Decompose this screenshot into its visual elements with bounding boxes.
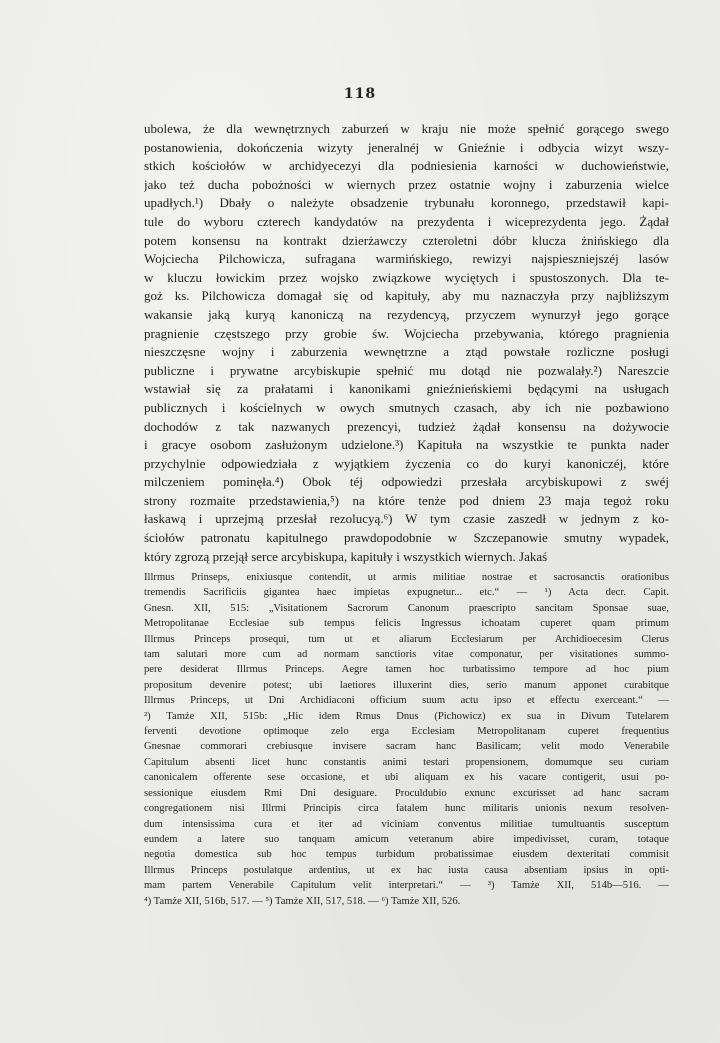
text-line: ściołów patronatu kapitulnego prawdopodobnie w Szczepanowie smutny wypadek, — [144, 530, 669, 546]
text-line: wakansie jaką kuryą kanoniczą na rezydencyą, przyczem wynurzył jego gorące — [144, 306, 669, 322]
text-line: nieszczęsne wojny i zaburzenia wewnętrzne a ztąd powstałe rozliczne posługi — [144, 344, 669, 360]
footnote-line: Gnesnae commorari crebiusque invisere sacram hanc Basilicam; velit modo Venerabile — [144, 741, 669, 753]
footnote-line: canonicalem offerente sese occasione, et ubi aliquam ex his vacare contigerit, usui po- — [144, 772, 669, 784]
footnote-line: Gnesn. XII, 515: „Visitationem Sacrorum Canonum praescripto sancitam Sponsae suae, — [144, 602, 669, 614]
text-line: tule do wyboru czterech kandydatów na prezydenta i wiceprezydenta jego. Żądał — [144, 213, 669, 229]
footnote-line: mam partem Venerabile Capitulum velit interpretari.“ — ³) Tamże XII, 514b—516. — — [144, 880, 669, 892]
text-line: dochodów z tak nazwanych prezencyi, tudzież żądał konsensu na dożywocie — [144, 418, 669, 434]
text-line: w kluczu łowickim przez wojsko związkowe wyciętych i spustoszonych. Dla te- — [144, 269, 669, 285]
text-line: milczeniem pominęła.⁴) Obok téj odpowiedzi przesłała arcybiskupowi z swéj — [144, 474, 669, 490]
text-line: pragnienie częstszego przy grobie św. Wojciecha przebywania, którego pragnienia — [144, 325, 669, 341]
text-line: wstawiał się za prałatami i kanonikami gnieźnieńskiemi będącymi na usługach — [144, 381, 669, 397]
footnotes-section — [144, 570, 669, 909]
text-line: jako też ducha pobożności w wiernych przez ostatnie wojny i zaburzenia wielce — [144, 176, 669, 192]
footnote-line: Capitulum absenti licet hunc constantis animi testari propensionem, domumque seu curiam — [144, 756, 669, 768]
text-line: przychylnie odpowiedziała z wyjątkiem życzenia co do kuryi kanoniczéj, które — [144, 455, 669, 471]
text-line: strony rozmaite przedstawienia,⁵) na które tenże pod dniem 23 maja tegoż roku — [144, 492, 669, 508]
footnote-line: negotia domestica sub hoc tempus turbidum probatissimae eiusdem dexteritati commisit — [144, 849, 669, 861]
footnote-line: tam salutari more cum ad normam sanctioris vitae componatur, per visitationes summo- — [144, 649, 669, 661]
text-line: postanowienia, dokończenia wizyty jeneralnéj w Gnieźnie i odbycia wizyt wszy- — [144, 139, 669, 155]
footnote-line: ferventi devotione optimoque zelo erga Ecclesiam Metropolitanam cuperet frequentius — [144, 726, 669, 738]
text-line: łaskawą i uprzejmą przesłał rezolucyą.⁶) W tym czasie zaszedł w jednym z ko- — [144, 511, 669, 527]
footnote-line: Illrmus Princeps postulatque ardentius, ut ex hac iusta causa absentiam ipsius in opti- — [144, 864, 669, 876]
text-line: stkich kościołów w archidyecezyi dla podniesienia karności w duchowieństwie, — [144, 158, 669, 174]
text-line: upadłych.¹) Dbały o należyte obsadzenie trybunału koronnego, przedstawił kapi- — [144, 195, 669, 211]
main-text-body — [144, 120, 669, 566]
text-line: ubolewa, że dla wewnętrznych zaburzeń w kraju nie może spełnić gorącego swego — [144, 121, 669, 136]
footnote-line: Illrmus Prinseps, enixiusque contendit, ut armis militiae nostrae et sacrosanctis orationibus — [144, 572, 669, 583]
text-line: goż ks. Pilchowicza domagał się od kapituły, aby mu naznaczyła przy najbliższym — [144, 288, 669, 304]
footnote-line: pere desiderat Illrmus Princeps. Aegre tamen hoc turbatissimo tempore ad hoc pium — [144, 664, 669, 676]
text-line: i gracye osobom zasłużonym udzielone.³) Kapituła na wszystkie te punkta nader — [144, 437, 669, 453]
text-line: publiczne i prywatne arcybiskupie spełnić mu dotąd nie pozwalały.²) Nareszcie — [144, 362, 669, 378]
footnote-line: Illrmus Princeps, ut Dni Archidiaconi officium suum actu ipso et effectu exerceant.“ — — [144, 695, 669, 707]
text-line: który zgrozą przejął serce arcybiskupa, kapituły i wszystkich wiernych. Jakaś — [144, 548, 548, 564]
text-line: Wojciecha Pilchowicza, sufragana warmińskiego, rewizyi najspieszniejszéj lasów — [144, 251, 669, 267]
footnote-line: tremendis Sacrificiis gigantea haec impietas expugnetur... etc.“ — ¹) Acta decr. Capit. — [144, 587, 669, 599]
footnote-line: ⁴) Tamże XII, 516b, 517. — ⁵) Tamże XII, 517, 518. — ⁶) Tamże XII, 526. — [144, 895, 461, 907]
footnote-line: eundem a latere suo tanquam amicum veteranum abire impedivisset, curam, totaque — [144, 833, 669, 845]
text-line: publicznych i kościelnych w owych smutnych czasach, aby ich nie pozbawiono — [144, 399, 669, 415]
footnote-line: propositum devenire potest; ubi laetiores illuxerint dies, serio manum apponet curabitque — [144, 679, 669, 691]
footnote-line: dum intensissima cura et iter ad viciniam conventus militiae tumultuantis susceptum — [144, 818, 669, 830]
text-line: potem konsensu na kontrakt dzierżawczy czteroletni dóbr klucza żnińskiego dla — [144, 232, 669, 248]
footnote-line: Illrmus Princeps prosequi, tum ut et aliarum Ecclesiarum per Archidioecesim Clerus — [144, 633, 669, 645]
footnote-line: sessionique eiusdem Rmi Dni desiguare. Proculdubio exnunc excurisset ad hanc sacram — [144, 787, 669, 799]
footnote-line: ²) Tamże XII, 515b: „Hic idem Rmus Dnus (Pichowicz) ex sua in Divum Tutelarem — [144, 710, 669, 722]
page-number: 118 — [343, 86, 377, 102]
footnote-line: Metropolitanae Ecclesiae sub tempus felicis Ingressus ichoatam cuperet quam primum — [144, 618, 669, 630]
footnote-line: congregationem nisi Illrmi Principis circa fatalem hunc militaris unionis nexum resolven- — [144, 803, 669, 815]
